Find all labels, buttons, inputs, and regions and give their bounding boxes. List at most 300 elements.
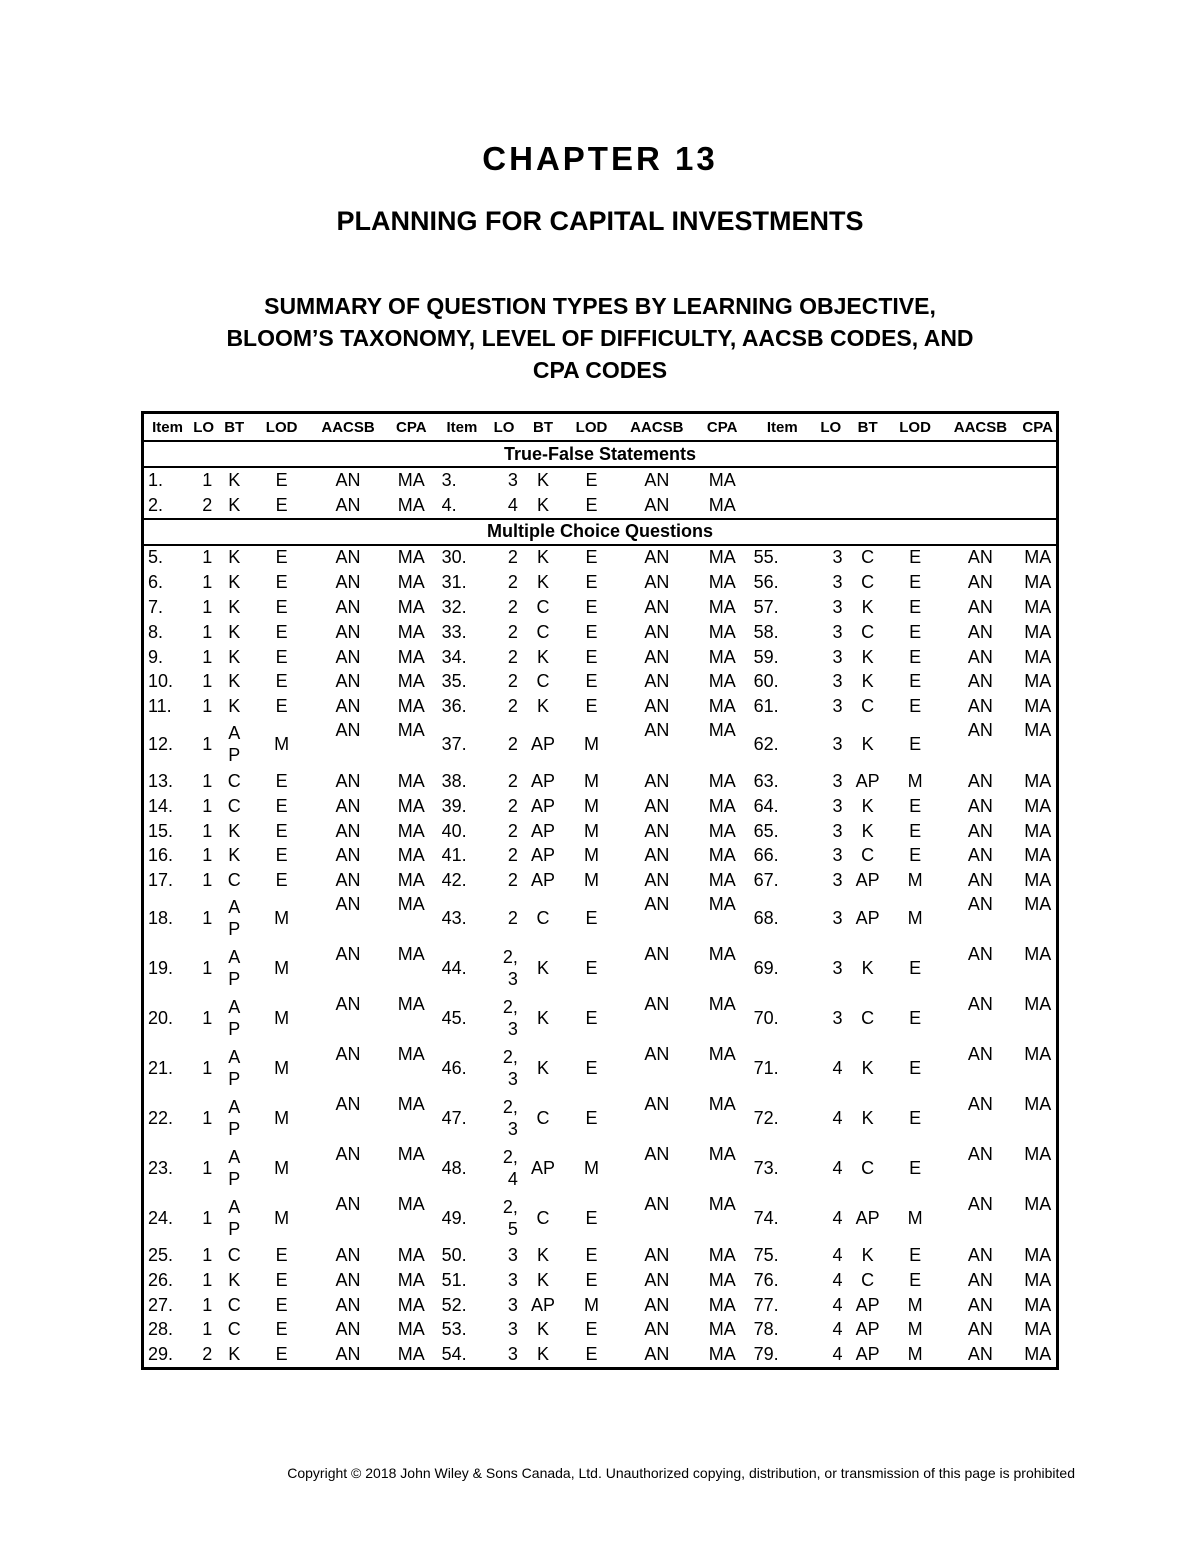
cell-item: 21. [148,1057,174,1078]
cell-lo-part: 2, [502,1047,518,1068]
cell-lod: M [584,1157,599,1178]
cell-bt: K [537,469,550,490]
cell-bt: AP [855,771,880,792]
cell-cpa: MA [1024,994,1052,1015]
cell-lod: E [585,1319,598,1340]
cell-lo [815,467,847,493]
cell-lo: 4 [832,1319,843,1340]
table-row [143,1342,1058,1368]
cell-aacsb: AN [644,696,670,717]
cell-cpa: MA [1024,1319,1052,1340]
cell-bt-part: P [228,969,241,990]
column-header-aacsb: AACSB [311,413,385,442]
cell-bt: K [861,795,874,816]
cell-bt: C [227,1294,241,1315]
cell-lo: 1 [202,469,213,490]
cell-bt: AP [531,845,556,866]
cell-item: 23. [148,1157,174,1178]
cell-bt: K [537,572,550,593]
cell-lo: 1 [202,572,213,593]
cell-lod: M [274,733,290,754]
cell-bt: C [861,696,875,717]
cell-bt: K [537,1269,550,1290]
cell-cpa: MA [708,720,736,741]
cell-lod: E [275,845,288,866]
cell-lo: 1 [202,547,213,568]
cell-cpa: MA [397,820,425,841]
cell-aacsb: AN [967,994,993,1015]
cell-bt: K [537,1319,550,1340]
cell-lo: 1 [202,671,213,692]
cell-cpa: MA [1024,845,1052,866]
cell-item: 17. [148,870,174,891]
cell-lod: E [275,1245,288,1266]
column-header-cpa: CPA [385,413,438,442]
cell-lod: E [275,1294,288,1315]
cell-aacsb: AN [335,572,361,593]
cell-aacsb: AN [967,621,993,642]
cell-bt [847,493,889,519]
cell-lo [486,993,522,1043]
cell-cpa [1019,467,1057,493]
cell-item: 11. [148,696,172,717]
column-header-lod: LOD [252,413,311,442]
cell-lod: E [585,547,598,568]
cell-aacsb: AN [967,720,993,741]
cell-aacsb: AN [967,845,993,866]
cell-item: 57. [753,597,779,618]
cell-lod: M [907,1207,923,1228]
cell-lod: E [909,1007,922,1028]
cell-lo: 1 [202,696,213,717]
cell-lo: 1 [202,1208,213,1229]
question-types-table [141,411,1059,1370]
cell-aacsb: AN [967,1294,993,1315]
table-row [143,493,1058,519]
table-row [143,844,1058,869]
cell-aacsb: AN [644,1269,670,1290]
table-row [143,719,1058,769]
cell-lo [486,1143,522,1193]
cell-item: 5. [148,547,164,568]
cell-bt: K [861,820,874,841]
cell-bt: K [537,494,550,515]
cell-cpa: MA [397,621,425,642]
cell-lod: M [907,907,923,928]
cell-aacsb: AN [967,1269,993,1290]
cell-bt: K [861,671,874,692]
copyright-footer: Copyright © 2018 John Wiley & Sons Canada, Ltd. Unauthorized copying, distribution, or transmission of this page is prohibited [287,1465,1075,1481]
cell-lo: 2 [507,845,518,866]
cell-bt: K [861,646,874,667]
cell-lod: E [275,646,288,667]
cell-cpa: MA [397,1245,425,1266]
cell-cpa: MA [1024,671,1052,692]
column-header-lod: LOD [889,413,942,442]
cell-cpa: MA [1024,1344,1052,1365]
cell-cpa: MA [1024,572,1052,593]
cell-bt: C [536,1208,550,1229]
cell-lo: 4 [832,1058,843,1079]
cell-item: 46. [441,1057,467,1078]
cell-cpa: MA [397,845,425,866]
cell-cpa: MA [397,870,425,891]
cell-aacsb: AN [644,547,670,568]
cell-aacsb: AN [644,795,670,816]
cell-item: 47. [441,1107,467,1128]
cell-lod: M [584,845,599,866]
cell-lod: E [275,771,288,792]
cell-item [750,467,815,493]
table-row [143,620,1058,645]
cell-cpa: MA [1024,696,1052,717]
cell-lod: M [584,733,599,754]
cell-lo: 3 [832,870,843,891]
cell-lod: E [909,547,922,568]
cell-lo: 3 [832,572,843,593]
cell-cpa: MA [397,671,425,692]
cell-bt: C [861,1008,875,1029]
cell-item: 12. [148,733,174,754]
cell-item: 67. [753,870,779,891]
cell-lod: E [275,820,288,841]
cell-bt: C [861,547,875,568]
cell-lo: 3 [832,547,843,568]
cell-aacsb: AN [967,820,993,841]
cell-aacsb: AN [335,1319,361,1340]
cell-bt-part: A [228,723,241,744]
cell-lo: 4 [832,1245,843,1266]
cell-lo-part: 2, [502,997,518,1018]
cell-lod: M [584,1294,599,1315]
cell-item: 78. [753,1319,779,1340]
table-row [143,1043,1058,1093]
cell-cpa: MA [708,870,736,891]
cell-aacsb: AN [335,597,361,618]
cell-cpa: MA [397,597,425,618]
cell-bt [216,1093,252,1143]
cell-bt: C [227,1245,241,1266]
cell-item: 18. [148,907,174,928]
cell-item: 35. [441,671,467,692]
cell-item: 41. [441,845,467,866]
table-row [143,694,1058,719]
table-row [143,893,1058,943]
cell-item: 32. [441,597,467,618]
table-row [143,1293,1058,1318]
section-title: Multiple Choice Questions [143,519,1058,545]
cell-aacsb: AN [644,1144,670,1165]
cell-aacsb: AN [644,1294,670,1315]
cell-bt [216,1193,252,1243]
cell-lo: 1 [202,908,213,929]
cell-item: 58. [753,621,779,642]
cell-bt-part: P [228,1219,241,1240]
cell-lo: 1 [202,845,213,866]
cell-bt: AP [531,1294,556,1315]
cell-lod: E [275,1344,288,1365]
cell-lod: E [275,795,288,816]
cell-item: 74. [753,1207,779,1228]
cell-bt: K [537,1058,550,1079]
cell-cpa: MA [708,771,736,792]
cell-bt: K [228,621,241,642]
cell-aacsb: AN [644,572,670,593]
cell-cpa: MA [1024,646,1052,667]
cell-lo: 3 [507,1319,518,1340]
cell-item: 37. [441,733,467,754]
cell-bt: C [227,870,241,891]
column-header-lo: LO [486,413,522,442]
cell-item: 50. [441,1245,467,1266]
cell-cpa: MA [1024,1245,1052,1266]
table-row [143,769,1058,794]
cell-aacsb: AN [335,621,361,642]
cell-lo: 3 [832,795,843,816]
cell-cpa: MA [397,1044,425,1065]
cell-lo: 1 [202,597,213,618]
cell-lo: 3 [832,958,843,979]
cell-lo [486,1043,522,1093]
section-title: True-False Statements [143,441,1058,467]
cell-item: 20. [148,1007,174,1028]
cell-lo [486,943,522,993]
cell-lod: E [909,845,922,866]
cell-item: 26. [148,1269,174,1290]
cell-bt: C [227,1319,241,1340]
column-header-lod: LOD [564,413,619,442]
cell-item: 8. [148,621,164,642]
cell-lo: 1 [202,734,213,755]
cell-cpa: MA [708,597,736,618]
cell-lo: 3 [832,621,843,642]
cell-lo: 4 [832,1158,843,1179]
cell-aacsb: AN [967,771,993,792]
cell-lo: 2 [507,671,518,692]
cell-lo: 2 [507,870,518,891]
cell-lo: 1 [202,1294,213,1315]
cell-lod: E [909,733,922,754]
cell-lo: 1 [202,1319,213,1340]
cell-cpa: MA [397,1269,425,1290]
cell-lo: 2 [507,734,518,755]
cell-lod: M [907,1294,923,1315]
cell-bt: AP [531,795,556,816]
cell-cpa: MA [397,469,425,490]
section-row-multiple-choice [143,519,1058,545]
cell-cpa: MA [397,1194,425,1215]
cell-item: 1. [148,469,164,490]
cell-aacsb [941,493,1019,519]
cell-lod: E [909,597,922,618]
cell-lod: M [274,957,290,978]
cell-cpa: MA [397,894,425,915]
cell-lo: 2 [202,1344,213,1365]
cell-aacsb: AN [967,795,993,816]
cell-lod: M [584,870,599,891]
cell-lo-part: 3 [507,1119,518,1140]
cell-cpa: MA [397,1294,425,1315]
cell-cpa: MA [397,795,425,816]
cell-cpa: MA [397,572,425,593]
cell-item: 43. [441,907,467,928]
cell-bt [216,993,252,1043]
cell-item: 66. [753,845,779,866]
cell-lod: M [274,1107,290,1128]
cell-lo: 2 [507,572,518,593]
cell-lo [815,493,847,519]
cell-cpa: MA [1024,1194,1052,1215]
cell-bt: C [861,1158,875,1179]
cell-lod: E [585,696,598,717]
cell-cpa: MA [708,1094,736,1115]
cell-lod: E [275,1269,288,1290]
cell-lo-part: 3 [507,1069,518,1090]
cell-lo-part: 2, [502,1197,518,1218]
cell-item: 69. [753,957,779,978]
table-row [143,1193,1058,1243]
cell-item: 71. [753,1057,779,1078]
cell-lod: E [585,1344,598,1365]
table-row [143,1143,1058,1193]
cell-cpa: MA [708,646,736,667]
cell-lo: 3 [832,845,843,866]
cell-lod [889,493,942,519]
column-header-bt: BT [216,413,252,442]
table-row [143,595,1058,620]
cell-aacsb: AN [644,1094,670,1115]
cell-bt-part: P [228,745,241,766]
cell-bt-part: A [228,897,241,918]
cell-aacsb: AN [335,1294,361,1315]
cell-lod: E [909,1057,922,1078]
cell-bt: K [228,469,241,490]
cell-cpa: MA [1024,720,1052,741]
cell-aacsb: AN [644,494,670,515]
cell-item: 38. [441,771,467,792]
column-header-bt: BT [847,413,889,442]
cell-lo: 4 [832,1344,843,1365]
cell-cpa: MA [708,795,736,816]
cell-bt-part: P [228,1169,241,1190]
cell-aacsb: AN [644,994,670,1015]
table-row [143,868,1058,893]
cell-item [750,493,815,519]
cell-bt [216,1043,252,1093]
cell-aacsb: AN [644,870,670,891]
cell-lod: E [275,547,288,568]
cell-cpa: MA [1024,1044,1052,1065]
cell-cpa: MA [1024,621,1052,642]
cell-lod: M [274,1157,290,1178]
cell-item: 39. [441,795,467,816]
cell-lo: 3 [507,1344,518,1365]
cell-aacsb: AN [644,771,670,792]
cell-lo: 3 [832,671,843,692]
cell-item: 4. [441,494,457,515]
cell-bt-part: P [228,1119,241,1140]
cell-item: 19. [148,957,174,978]
cell-lod: E [275,621,288,642]
cell-lod: M [907,1344,923,1365]
cell-item: 53. [441,1319,467,1340]
cell-aacsb: AN [335,1144,361,1165]
cell-lod: E [909,820,922,841]
cell-bt-part: A [228,947,241,968]
cell-lo: 3 [832,597,843,618]
cell-lo: 1 [202,621,213,642]
cell-lo: 4 [507,494,518,515]
cell-bt-part: A [228,997,241,1018]
cell-cpa: MA [397,771,425,792]
cell-cpa: MA [397,720,425,741]
cell-item: 56. [753,572,779,593]
cell-lod: M [274,907,290,928]
cell-bt-part: P [228,1069,241,1090]
cell-lod: E [275,597,288,618]
cell-lo: 2 [507,621,518,642]
cell-aacsb: AN [967,870,993,891]
cell-bt: C [536,671,550,692]
cell-cpa: MA [397,1319,425,1340]
cell-aacsb: AN [644,1319,670,1340]
column-header-lo: LO [191,413,216,442]
cell-item: 31. [441,572,467,593]
cell-cpa: MA [708,820,736,841]
cell-aacsb: AN [967,646,993,667]
cell-lod: E [909,1269,922,1290]
cell-bt [216,943,252,993]
cell-item: 72. [753,1107,779,1128]
cell-item: 70. [753,1007,779,1028]
chapter-title: CHAPTER 13 [482,140,718,177]
cell-lo: 3 [832,696,843,717]
cell-aacsb: AN [644,671,670,692]
cell-lod: M [907,771,923,792]
table-row [143,645,1058,670]
cell-cpa: MA [708,1319,736,1340]
column-header-aacsb: AACSB [941,413,1019,442]
cell-item: 6. [148,572,164,593]
cell-lo: 1 [202,1269,213,1290]
cell-bt: AP [855,1319,880,1340]
cell-cpa [1019,493,1057,519]
cell-item: 77. [753,1294,779,1315]
cell-lo [486,1193,522,1243]
cell-item: 36. [441,696,467,717]
cell-cpa: MA [1024,1094,1052,1115]
cell-cpa: MA [708,547,736,568]
cell-cpa: MA [708,1144,736,1165]
cell-aacsb: AN [335,1094,361,1115]
cell-lo: 3 [832,771,843,792]
cell-item: 40. [441,820,467,841]
cell-lod: E [275,469,288,490]
column-header-aacsb: AACSB [619,413,695,442]
cell-bt [216,1143,252,1193]
cell-lod: E [585,621,598,642]
cell-lo: 2 [507,646,518,667]
cell-item: 30. [441,547,467,568]
cell-item: 9. [148,646,164,667]
cell-aacsb: AN [644,597,670,618]
cell-lod: E [275,696,288,717]
cell-lo: 1 [202,795,213,816]
cell-aacsb: AN [335,1044,361,1065]
cell-lod: E [909,621,922,642]
cell-lo: 3 [507,1269,518,1290]
cell-cpa: MA [397,1094,425,1115]
